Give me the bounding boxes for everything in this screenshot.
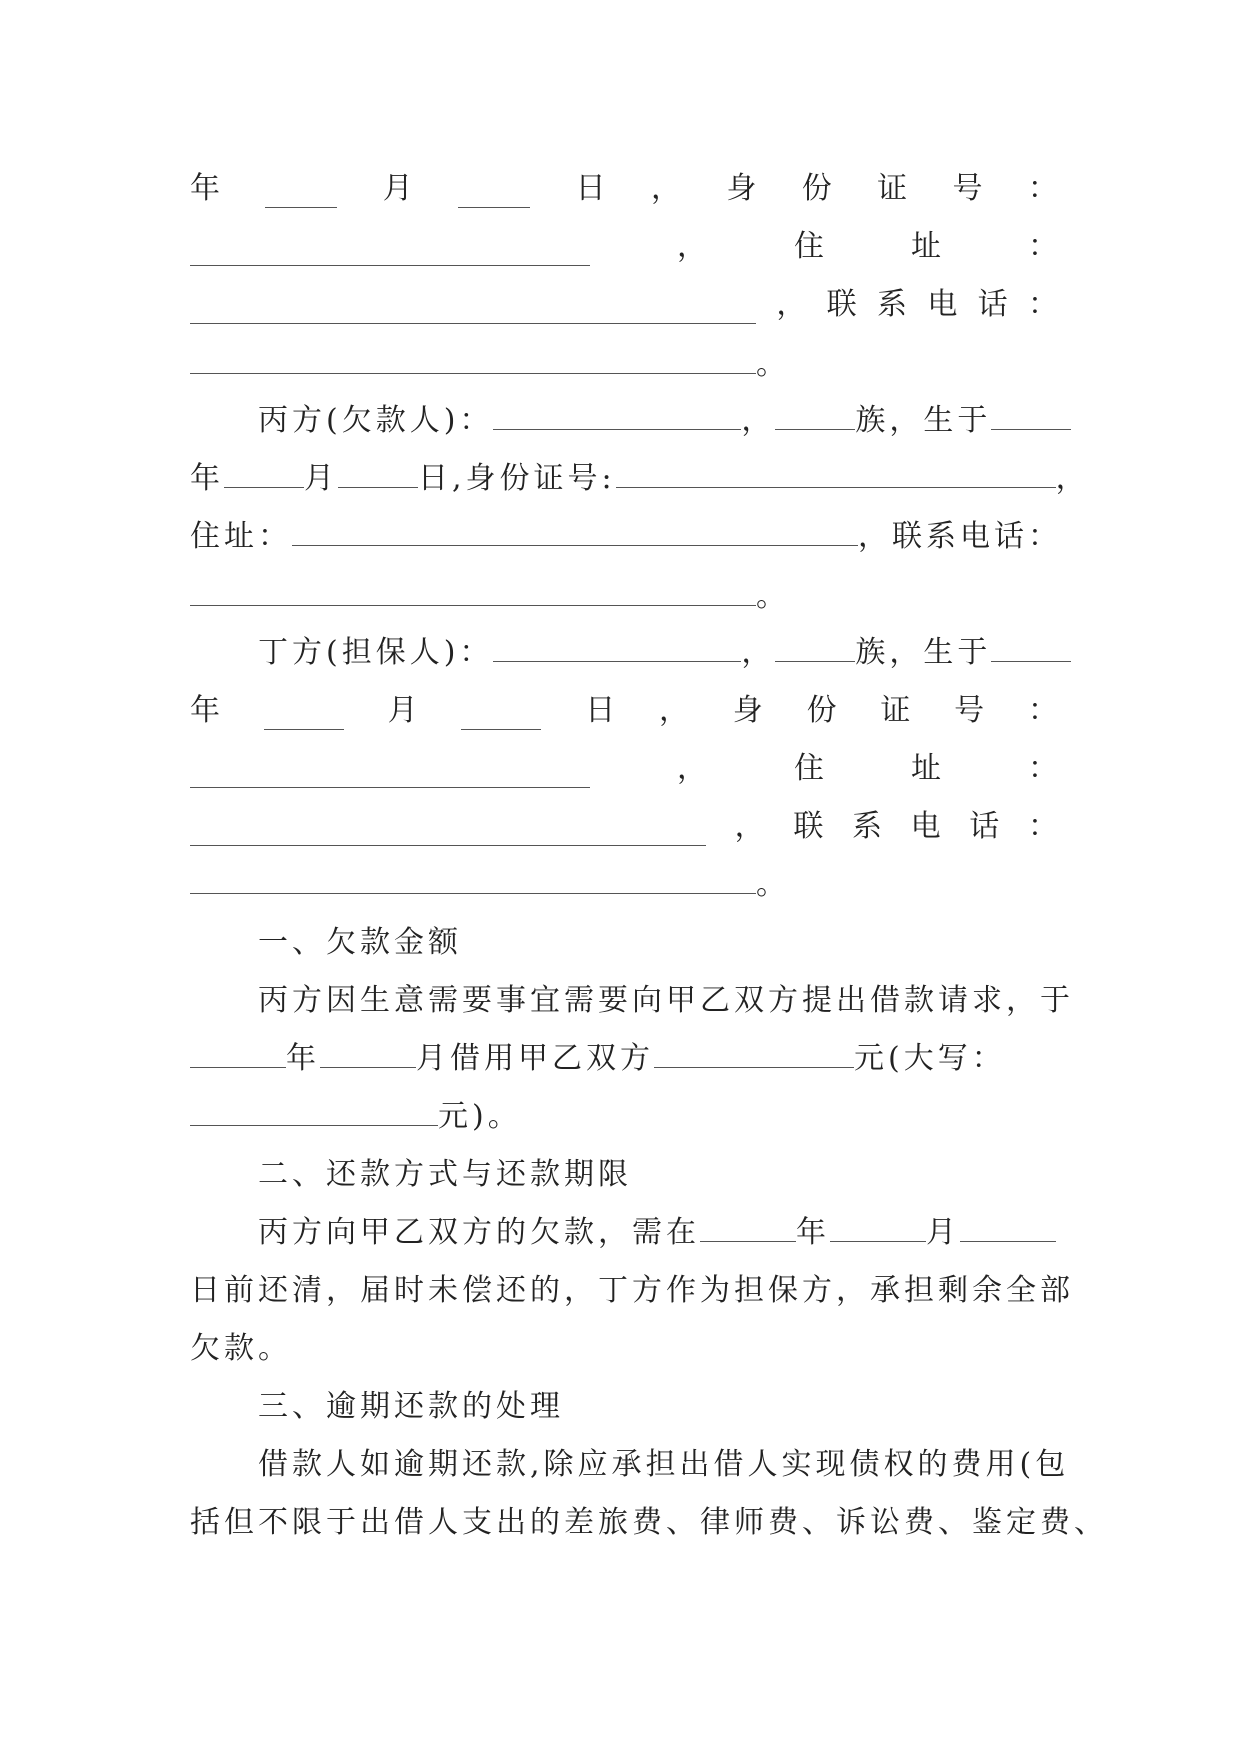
- comma: ，: [776, 287, 807, 322]
- ethnic-blank[interactable]: [775, 625, 855, 662]
- party-d-line: [258, 624, 1058, 682]
- day-label: 日: [585, 693, 616, 728]
- phone-char: 电: [910, 809, 941, 844]
- party-c-address-line: [190, 508, 1062, 566]
- id-char: 证: [880, 693, 911, 728]
- phone-char: 联: [793, 809, 824, 844]
- party-c-label: 丙方(欠款人)：: [258, 403, 494, 438]
- id-char: 身: [726, 171, 757, 206]
- section-2-paragraph-line-1: [258, 1204, 1058, 1262]
- yuan-label: 元(大写：: [854, 1041, 1006, 1076]
- section-2-paragraph-line-3: 欠款。: [190, 1331, 292, 1366]
- id-number-blank[interactable]: [190, 751, 590, 788]
- party-c-phone-line: [190, 568, 1058, 626]
- colon: ：: [1028, 229, 1058, 264]
- id-char: 号: [952, 171, 983, 206]
- phone-char: 话: [969, 809, 1000, 844]
- year-blank[interactable]: [265, 171, 337, 208]
- address-label: 住址：: [190, 519, 292, 554]
- address-char: 址: [911, 229, 941, 264]
- ethnic-born-label: 族，生于: [855, 403, 992, 438]
- section-3-heading: 三、逾期还款的处理: [258, 1389, 564, 1424]
- comma: ，: [677, 229, 707, 264]
- phone-blank[interactable]: [190, 569, 756, 606]
- comma: ，: [650, 171, 681, 206]
- month-label: 月: [926, 1215, 960, 1250]
- colon: ：: [1027, 171, 1058, 206]
- period: 。: [756, 347, 790, 382]
- party-d-birth-id-line: [190, 682, 1058, 740]
- section-2-heading: 二、还款方式与还款期限: [258, 1157, 632, 1192]
- section-1-heading: 一、欠款金额: [258, 925, 462, 960]
- party-b-address-phone-line: [190, 276, 1058, 334]
- amount-words-blank[interactable]: [190, 1089, 438, 1126]
- year-label: 年: [796, 1215, 830, 1250]
- day-blank[interactable]: [960, 1205, 1056, 1242]
- address-blank[interactable]: [292, 509, 858, 546]
- comma: ，: [741, 403, 776, 438]
- period: 。: [756, 579, 790, 614]
- year-blank[interactable]: [700, 1205, 796, 1242]
- section-1-paragraph-line-2: [190, 1030, 1058, 1088]
- party-b-phone-line: [190, 336, 1058, 394]
- month-label: 月: [382, 171, 413, 206]
- birth-year-blank[interactable]: [991, 625, 1071, 662]
- party-c-birth-id-line: [190, 450, 1090, 508]
- ethnic-born-label: 族，生于: [855, 635, 992, 670]
- phone-char: 系: [851, 809, 882, 844]
- day-blank[interactable]: [338, 451, 418, 488]
- party-c-line: [258, 392, 1058, 450]
- section-3-paragraph-line-1: 借款人如逾期还款,除应承担出借人实现债权的费用(包: [258, 1447, 1070, 1482]
- id-number-blank[interactable]: [190, 229, 590, 266]
- comma: ，: [734, 809, 765, 844]
- section-1-paragraph-line-3: [190, 1088, 1058, 1146]
- id-number-blank[interactable]: [616, 451, 1056, 488]
- day-blank[interactable]: [461, 693, 541, 730]
- year-label: 年: [190, 693, 220, 728]
- phone-char: 系: [876, 287, 907, 322]
- colon: ：: [1028, 751, 1058, 786]
- party-b-id-address-line: [190, 218, 1058, 276]
- day-id-label: 日,身份证号:: [418, 461, 616, 496]
- party-b-birth-id-line: [190, 160, 1058, 218]
- id-char: 份: [801, 171, 832, 206]
- name-blank[interactable]: [493, 625, 741, 662]
- day-label: 日: [575, 171, 606, 206]
- phone-blank[interactable]: [190, 337, 756, 374]
- section-3-paragraph-line-2: 括但不限于出借人支出的差旅费、律师费、诉讼费、鉴定费、: [190, 1505, 1108, 1540]
- month-label: 月: [387, 693, 418, 728]
- year-label: 年: [190, 461, 224, 496]
- address-char: 住: [794, 751, 824, 786]
- party-d-address-phone-line: [190, 798, 1058, 856]
- phone-char: 电: [927, 287, 958, 322]
- year-blank[interactable]: [190, 1031, 286, 1068]
- id-char: 证: [877, 171, 908, 206]
- id-char: 身: [732, 693, 763, 728]
- month-blank[interactable]: [264, 693, 344, 730]
- comma: ，: [658, 693, 689, 728]
- month-blank[interactable]: [224, 451, 304, 488]
- id-char: 份: [806, 693, 837, 728]
- month-blank[interactable]: [320, 1031, 416, 1068]
- phone-label: ，联系电话：: [858, 519, 1062, 554]
- repay-text: 丙方向甲乙双方的欠款，需在: [258, 1215, 700, 1250]
- year-label: 年: [190, 171, 220, 206]
- comma: ，: [1055, 461, 1090, 496]
- address-char: 住: [794, 229, 824, 264]
- colon: ：: [1027, 809, 1058, 844]
- year-label: 年: [286, 1041, 320, 1076]
- month-label: 月: [304, 461, 338, 496]
- period: 。: [756, 867, 790, 902]
- borrow-label: 月借用甲乙双方: [416, 1041, 654, 1076]
- colon: ：: [1027, 693, 1058, 728]
- party-d-phone-line: [190, 856, 1058, 914]
- party-d-id-address-line: [190, 740, 1058, 798]
- colon: ：: [1027, 287, 1058, 322]
- address-char: 址: [911, 751, 941, 786]
- party-d-label: 丁方(担保人)：: [258, 635, 494, 670]
- ethnic-blank[interactable]: [775, 393, 855, 430]
- phone-blank[interactable]: [190, 857, 756, 894]
- section-1-paragraph-line-1: 丙方因生意需要事宜需要向甲乙双方提出借款请求，于: [258, 983, 1074, 1018]
- comma: ，: [741, 635, 776, 670]
- name-blank[interactable]: [493, 393, 741, 430]
- phone-char: 联: [826, 287, 857, 322]
- yuan-end-label: 元)。: [438, 1099, 522, 1134]
- comma: ，: [677, 751, 707, 786]
- address-blank[interactable]: [190, 287, 756, 324]
- phone-char: 话: [977, 287, 1008, 322]
- month-blank[interactable]: [830, 1205, 926, 1242]
- address-blank[interactable]: [190, 809, 706, 846]
- section-2-paragraph-line-2: 日前还清，届时未偿还的，丁方作为担保方，承担剩余全部: [190, 1273, 1074, 1308]
- month-blank[interactable]: [458, 171, 530, 208]
- id-char: 号: [954, 693, 985, 728]
- amount-blank[interactable]: [654, 1031, 854, 1068]
- birth-year-blank[interactable]: [991, 393, 1071, 430]
